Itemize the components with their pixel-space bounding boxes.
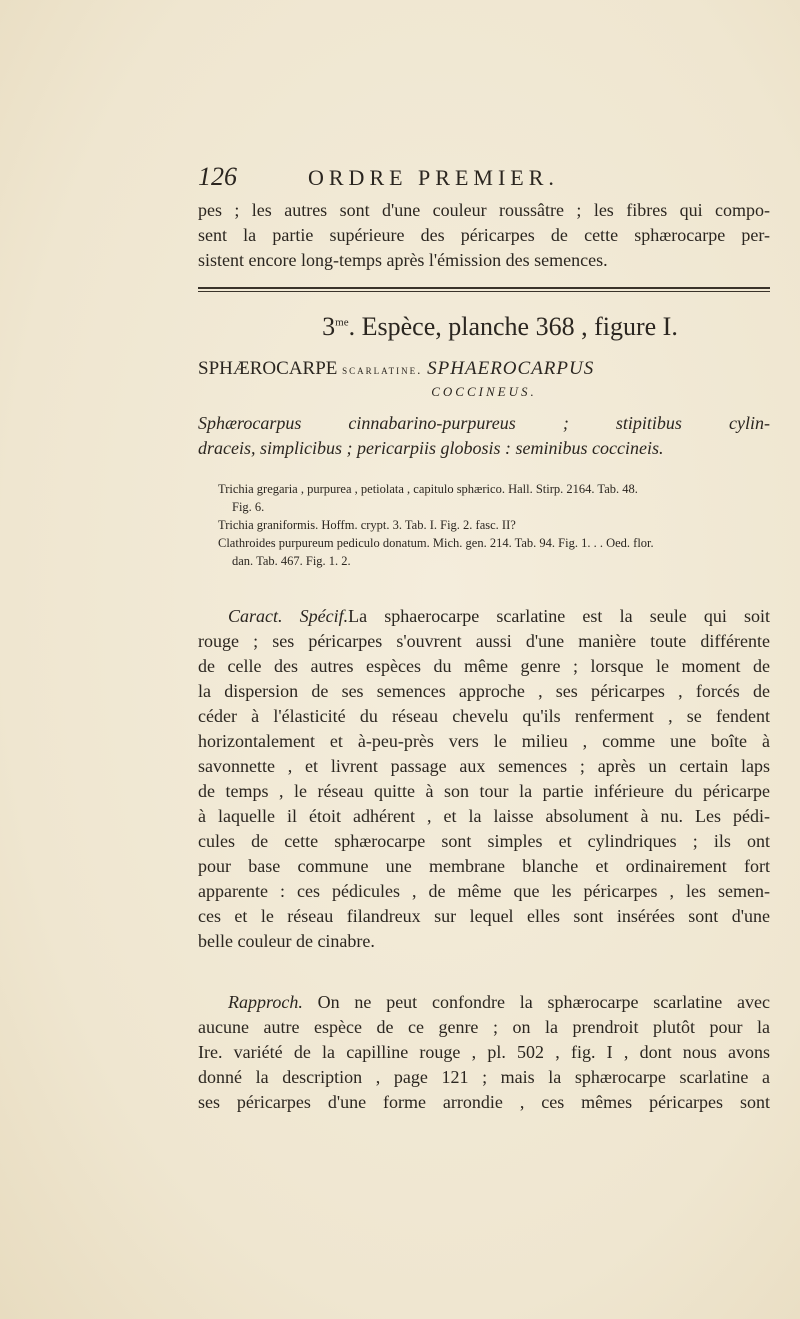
caract-label: Caract. Spécif.: [228, 606, 349, 626]
species-number-suffix: me: [335, 316, 349, 329]
text-line: aucune autre espèce de ce genre ; on la prendroit plutôt pour la: [198, 1017, 770, 1037]
text-line: [198, 990, 770, 1015]
genus-french: SPHÆROCARPE: [198, 358, 338, 379]
synonymy-references: [218, 480, 770, 570]
text-line: ces et le réseau filandreux sur lequel elles sont insérées sont d'une: [198, 906, 770, 926]
reference-line: Trichia gregaria , purpurea , petiolata , capitulo sphærico. Hall. Stirp. 2164. Tab. 48.: [218, 482, 638, 496]
species-latin: COCCINEUS.: [431, 384, 537, 399]
reference-line: Clathroides purpureum pediculo donatum. Mich. gen. 214. Tab. 94. Fig. 1. . . Oed. flor.: [218, 536, 654, 550]
text-line: savonnette , et livrent passage aux semences ; après un certain laps: [198, 756, 770, 776]
intro-paragraph: [198, 198, 770, 273]
species-number: 3: [322, 312, 336, 341]
text-line: donné la description , page 121 ; mais la sphærocarpe scarlatine a: [198, 1067, 770, 1087]
text-line: cules de cette sphærocarpe sont simples et cylindriques ; ils ont: [198, 831, 770, 851]
text-line: belle couleur de cinabre.: [198, 931, 375, 951]
rapproch-paragraph: [198, 990, 770, 1115]
species-french: scarlatine.: [342, 362, 423, 377]
reference-line: Trichia graniformis. Hoffm. crypt. 3. Tab. I. Fig. 2. fasc. II?: [218, 518, 516, 532]
running-head: ORDRE PREMIER.: [308, 165, 559, 190]
reference-line: Fig. 6.: [232, 500, 265, 514]
text-line: [198, 604, 770, 629]
text-line: sent la partie supérieure des péricarpes de cette sphærocarpe per-: [198, 225, 770, 245]
text-line: de temps , le réseau quitte à son tour la partie inférieure du péricarpe: [198, 781, 770, 801]
page-header: [198, 162, 758, 192]
text-line: céder à l'élasticité du réseau chevelu qu'ils renferment , se fendent: [198, 706, 770, 726]
text-line: horizontalement et à-peu-près vers le milieu , comme une boîte à: [198, 731, 770, 751]
latin-diagnosis: [198, 411, 770, 461]
text-line: la dispersion de ses semences approche , ses péricarpes , forcés de: [198, 681, 770, 701]
caract-first-line: La sphaerocarpe scarlatine est la seule qui soit: [348, 606, 770, 626]
text-line: apparente : ces pédicules , de même que les péricarpes , les semen-: [198, 881, 770, 901]
section-rule: [198, 287, 770, 289]
text-line: de celle des autres espèces du même genre ; lorsque le moment de: [198, 656, 770, 676]
species-title: [198, 358, 770, 380]
text-line: à laquelle il étoit adhérent , et la laisse absolument à nu. Les pédi-: [198, 806, 770, 826]
text-line: rouge ; ses péricarpes s'ouvrent aussi d'une manière toute différente: [198, 631, 770, 651]
text-line: draceis, simplicibus ; pericarpiis globosis : seminibus coccineis.: [198, 438, 664, 458]
genus-latin: SPHAEROCARPUS: [427, 358, 595, 379]
page-number: 126: [198, 162, 237, 191]
text-line: pes ; les autres sont d'une couleur roussâtre ; les fibres qui compo-: [198, 200, 770, 220]
rapproch-label: Rapproch.: [228, 992, 303, 1012]
species-heading: [240, 312, 760, 342]
text-line: sistent encore long-temps après l'émission des semences.: [198, 250, 608, 270]
text-line: ses péricarpes d'une forme arrondie , ces mêmes péricarpes sont: [198, 1092, 770, 1112]
rapproch-first-line: On ne peut confondre la sphærocarpe scarlatine avec: [317, 992, 770, 1012]
text-line: Sphærocarpus cinnabarino-purpureus ; stipitibus cylin-: [198, 413, 770, 433]
text-line: pour base commune une membrane blanche et ordinairement fort: [198, 856, 770, 876]
text-line: Ire. variété de la capilline rouge , pl. 502 , fig. I , dont nous avons: [198, 1042, 770, 1062]
section-rule-thin: [198, 291, 770, 292]
caract-paragraph: [198, 604, 770, 954]
species-heading-text: . Espèce, planche 368 , figure I.: [348, 312, 678, 341]
reference-line: dan. Tab. 467. Fig. 1. 2.: [232, 554, 351, 568]
